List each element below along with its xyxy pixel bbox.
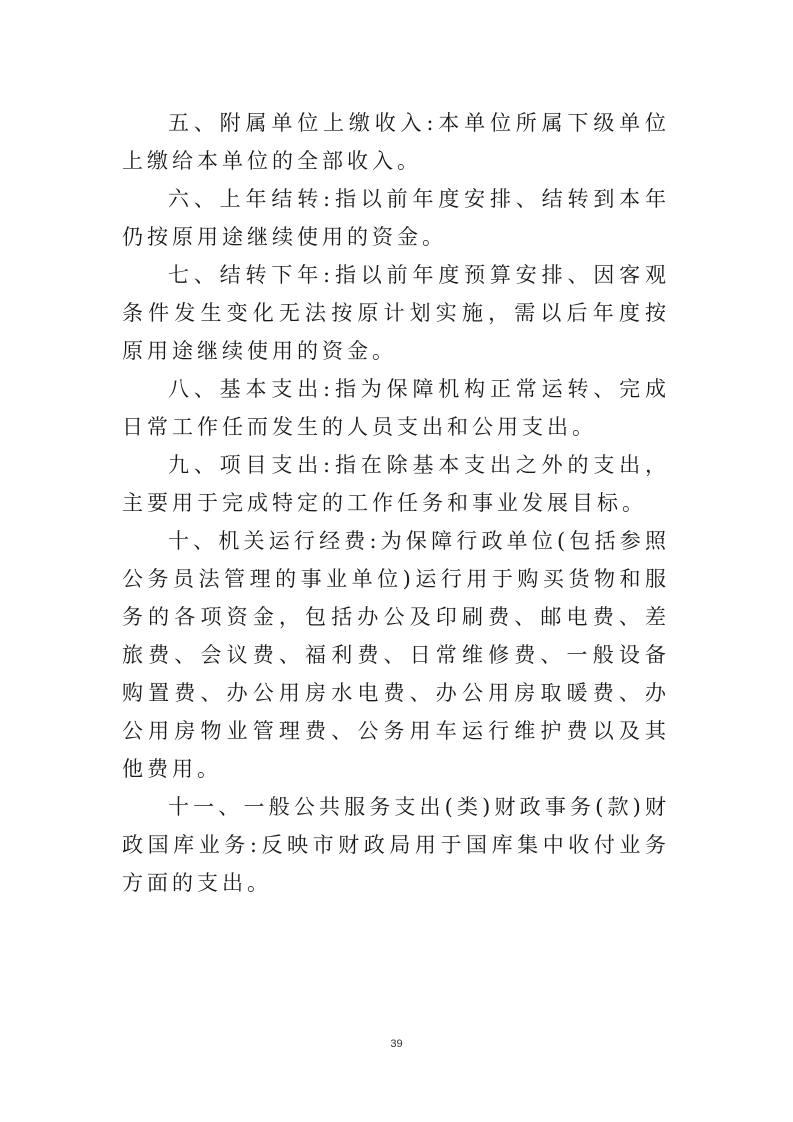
- paragraph-item-8: 八、基本支出:指为保障机构正常运转、完成日常工作任而发生的人员支出和公用支出。: [122, 377, 670, 439]
- paragraph-item-11: 十一、一般公共服务支出(类)财政事务(款)财政国库业务:反映市财政局用于国库集中收付业务方面的支出。: [122, 795, 670, 895]
- paragraph-item-10: 十、机关运行经费:为保障行政单位(包括参照公务员法管理的事业单位)运行用于购买货物和服务的各项资金，包括办公及印刷费、邮电费、差旅费、会议费、福利费、日常维修费、一般设备购置费、办公用房水电费、办公用房取暖费、办公用房物业管理费、公务用车运行维护费以及其他费用。: [122, 529, 670, 781]
- paragraph-item-9: 九、项目支出:指在除基本支出之外的支出，主要用于完成特定的工作任务和事业发展目标。: [122, 453, 670, 515]
- document-body: [122, 104, 670, 902]
- page-number: 39: [390, 1038, 403, 1050]
- paragraph-item-5: 五、附属单位上缴收入:本单位所属下级单位上缴给本单位的全部收入。: [122, 111, 670, 173]
- paragraph-item-7: 七、结转下年:指以前年度预算安排、因客观条件发生变化无法按原计划实施，需以后年度按原用途继续使用的资金。: [122, 263, 670, 363]
- paragraph-item-6: 六、上年结转:指以前年度安排、结转到本年仍按原用途继续使用的资金。: [122, 187, 670, 249]
